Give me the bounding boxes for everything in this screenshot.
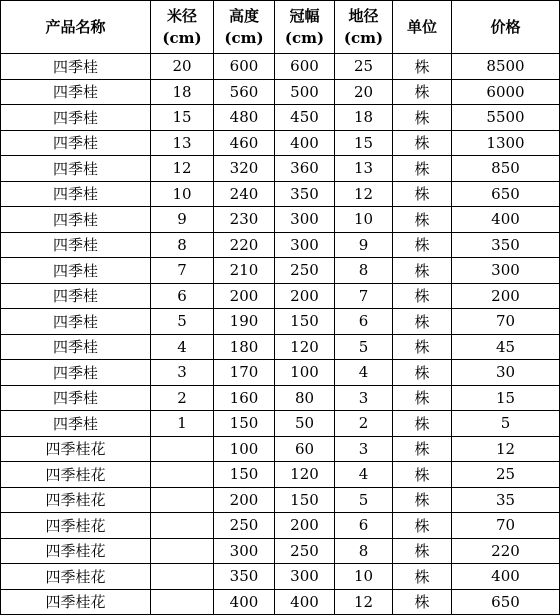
crown-diameter-cell [151, 513, 214, 539]
unit-cell: 株 [393, 334, 452, 360]
product-name-cell: 四季桂花 [1, 462, 151, 488]
ground-diameter-cell: 8 [335, 538, 393, 564]
unit-cell: 株 [393, 538, 452, 564]
ground-diameter-cell: 20 [335, 79, 393, 105]
table-row [1, 54, 560, 80]
price-cell: 6000 [452, 79, 560, 105]
product-name-cell: 四季桂花 [1, 513, 151, 539]
ground-diameter-cell: 6 [335, 513, 393, 539]
ground-diameter-cell: 25 [335, 54, 393, 80]
header-product-name: 产品名称 [1, 1, 151, 54]
canopy-width-cell: 150 [275, 487, 335, 513]
unit-cell: 株 [393, 130, 452, 156]
crown-diameter-cell: 5 [151, 309, 214, 335]
canopy-width-cell: 600 [275, 54, 335, 80]
crown-diameter-cell: 15 [151, 105, 214, 131]
height-cell: 150 [214, 411, 275, 437]
height-cell: 170 [214, 360, 275, 386]
canopy-width-cell: 300 [275, 232, 335, 258]
ground-diameter-cell: 8 [335, 258, 393, 284]
product-name-cell: 四季桂花 [1, 538, 151, 564]
unit-cell: 株 [393, 462, 452, 488]
price-cell: 8500 [452, 54, 560, 80]
height-cell: 160 [214, 385, 275, 411]
header-canopy-width: 冠幅 (cm) [275, 1, 335, 54]
height-cell: 180 [214, 334, 275, 360]
canopy-width-cell: 50 [275, 411, 335, 437]
table-row [1, 436, 560, 462]
height-cell: 320 [214, 156, 275, 182]
product-name-cell: 四季桂花 [1, 436, 151, 462]
price-cell: 30 [452, 360, 560, 386]
canopy-width-cell: 200 [275, 283, 335, 309]
crown-diameter-cell: 8 [151, 232, 214, 258]
table-row [1, 79, 560, 105]
ground-diameter-cell: 18 [335, 105, 393, 131]
price-cell: 850 [452, 156, 560, 182]
table-row [1, 130, 560, 156]
canopy-width-cell: 250 [275, 538, 335, 564]
height-cell: 400 [214, 589, 275, 615]
price-cell: 650 [452, 589, 560, 615]
table-row [1, 258, 560, 284]
crown-diameter-cell: 20 [151, 54, 214, 80]
ground-diameter-cell: 3 [335, 385, 393, 411]
table-body [1, 54, 560, 615]
crown-diameter-cell: 9 [151, 207, 214, 233]
unit-cell: 株 [393, 385, 452, 411]
canopy-width-cell: 200 [275, 513, 335, 539]
price-cell: 15 [452, 385, 560, 411]
product-name-cell: 四季桂 [1, 207, 151, 233]
price-cell: 5 [452, 411, 560, 437]
unit-cell: 株 [393, 360, 452, 386]
canopy-width-cell: 350 [275, 181, 335, 207]
unit-cell: 株 [393, 258, 452, 284]
crown-diameter-cell: 6 [151, 283, 214, 309]
ground-diameter-cell: 7 [335, 283, 393, 309]
height-cell: 200 [214, 487, 275, 513]
product-name-cell: 四季桂花 [1, 589, 151, 615]
crown-diameter-cell [151, 436, 214, 462]
unit-cell: 株 [393, 589, 452, 615]
product-name-cell: 四季桂 [1, 156, 151, 182]
canopy-width-cell: 450 [275, 105, 335, 131]
unit-cell: 株 [393, 207, 452, 233]
product-name-cell: 四季桂 [1, 232, 151, 258]
height-cell: 350 [214, 564, 275, 590]
table-row [1, 207, 560, 233]
price-cell: 45 [452, 334, 560, 360]
table-header [1, 1, 560, 54]
price-cell: 350 [452, 232, 560, 258]
table-row [1, 334, 560, 360]
table-row [1, 411, 560, 437]
canopy-width-cell: 300 [275, 207, 335, 233]
table-row [1, 385, 560, 411]
product-name-cell: 四季桂 [1, 360, 151, 386]
height-cell: 230 [214, 207, 275, 233]
header-price: 价格 [452, 1, 560, 54]
height-cell: 600 [214, 54, 275, 80]
crown-diameter-cell: 1 [151, 411, 214, 437]
crown-diameter-cell: 10 [151, 181, 214, 207]
product-name-cell: 四季桂 [1, 283, 151, 309]
height-cell: 300 [214, 538, 275, 564]
crown-diameter-cell: 4 [151, 334, 214, 360]
crown-diameter-cell: 12 [151, 156, 214, 182]
unit-cell: 株 [393, 181, 452, 207]
table-row [1, 360, 560, 386]
crown-diameter-cell: 7 [151, 258, 214, 284]
canopy-width-cell: 400 [275, 130, 335, 156]
table-row [1, 538, 560, 564]
price-cell: 35 [452, 487, 560, 513]
product-name-cell: 四季桂 [1, 79, 151, 105]
ground-diameter-cell: 9 [335, 232, 393, 258]
canopy-width-cell: 80 [275, 385, 335, 411]
unit-cell: 株 [393, 436, 452, 462]
unit-cell: 株 [393, 309, 452, 335]
table-row [1, 589, 560, 615]
height-cell: 480 [214, 105, 275, 131]
crown-diameter-cell [151, 538, 214, 564]
product-name-cell: 四季桂 [1, 411, 151, 437]
ground-diameter-cell: 13 [335, 156, 393, 182]
product-name-cell: 四季桂 [1, 130, 151, 156]
ground-diameter-cell: 4 [335, 360, 393, 386]
price-cell: 400 [452, 564, 560, 590]
canopy-width-cell: 250 [275, 258, 335, 284]
product-name-cell: 四季桂 [1, 385, 151, 411]
price-cell: 70 [452, 309, 560, 335]
unit-cell: 株 [393, 105, 452, 131]
product-name-cell: 四季桂花 [1, 487, 151, 513]
canopy-width-cell: 500 [275, 79, 335, 105]
table-row [1, 564, 560, 590]
price-cell: 12 [452, 436, 560, 462]
unit-cell: 株 [393, 513, 452, 539]
crown-diameter-cell [151, 462, 214, 488]
product-name-cell: 四季桂 [1, 258, 151, 284]
crown-diameter-cell [151, 564, 214, 590]
price-cell: 70 [452, 513, 560, 539]
canopy-width-cell: 60 [275, 436, 335, 462]
product-name-cell: 四季桂 [1, 334, 151, 360]
table-row [1, 232, 560, 258]
header-row [1, 1, 560, 54]
crown-diameter-cell: 2 [151, 385, 214, 411]
price-cell: 25 [452, 462, 560, 488]
canopy-width-cell: 120 [275, 334, 335, 360]
crown-diameter-cell: 3 [151, 360, 214, 386]
canopy-width-cell: 400 [275, 589, 335, 615]
ground-diameter-cell: 12 [335, 589, 393, 615]
ground-diameter-cell: 5 [335, 334, 393, 360]
height-cell: 220 [214, 232, 275, 258]
height-cell: 150 [214, 462, 275, 488]
ground-diameter-cell: 12 [335, 181, 393, 207]
unit-cell: 株 [393, 411, 452, 437]
canopy-width-cell: 360 [275, 156, 335, 182]
table-row [1, 513, 560, 539]
height-cell: 460 [214, 130, 275, 156]
canopy-width-cell: 120 [275, 462, 335, 488]
unit-cell: 株 [393, 283, 452, 309]
height-cell: 190 [214, 309, 275, 335]
canopy-width-cell: 300 [275, 564, 335, 590]
height-cell: 560 [214, 79, 275, 105]
price-cell: 220 [452, 538, 560, 564]
ground-diameter-cell: 4 [335, 462, 393, 488]
product-name-cell: 四季桂 [1, 105, 151, 131]
table-row [1, 283, 560, 309]
unit-cell: 株 [393, 487, 452, 513]
crown-diameter-cell: 13 [151, 130, 214, 156]
height-cell: 210 [214, 258, 275, 284]
crown-diameter-cell [151, 589, 214, 615]
crown-diameter-cell [151, 487, 214, 513]
table-row [1, 105, 560, 131]
header-height: 高度 (cm) [214, 1, 275, 54]
header-unit: 单位 [393, 1, 452, 54]
price-cell: 5500 [452, 105, 560, 131]
crown-diameter-cell: 18 [151, 79, 214, 105]
table-row [1, 487, 560, 513]
height-cell: 100 [214, 436, 275, 462]
price-cell: 400 [452, 207, 560, 233]
table-row [1, 156, 560, 182]
product-name-cell: 四季桂花 [1, 564, 151, 590]
unit-cell: 株 [393, 79, 452, 105]
height-cell: 200 [214, 283, 275, 309]
price-cell: 1300 [452, 130, 560, 156]
price-cell: 200 [452, 283, 560, 309]
table-row [1, 181, 560, 207]
product-name-cell: 四季桂 [1, 309, 151, 335]
unit-cell: 株 [393, 156, 452, 182]
ground-diameter-cell: 2 [335, 411, 393, 437]
unit-cell: 株 [393, 54, 452, 80]
ground-diameter-cell: 3 [335, 436, 393, 462]
ground-diameter-cell: 15 [335, 130, 393, 156]
unit-cell: 株 [393, 232, 452, 258]
header-crown-diameter: 米径 (cm) [151, 1, 214, 54]
header-ground-diameter: 地径 (cm) [335, 1, 393, 54]
unit-cell: 株 [393, 564, 452, 590]
product-name-cell: 四季桂 [1, 54, 151, 80]
canopy-width-cell: 150 [275, 309, 335, 335]
canopy-width-cell: 100 [275, 360, 335, 386]
price-cell: 650 [452, 181, 560, 207]
height-cell: 240 [214, 181, 275, 207]
table-row [1, 309, 560, 335]
height-cell: 250 [214, 513, 275, 539]
ground-diameter-cell: 5 [335, 487, 393, 513]
ground-diameter-cell: 6 [335, 309, 393, 335]
ground-diameter-cell: 10 [335, 207, 393, 233]
product-name-cell: 四季桂 [1, 181, 151, 207]
ground-diameter-cell: 10 [335, 564, 393, 590]
table-row [1, 462, 560, 488]
price-cell: 300 [452, 258, 560, 284]
